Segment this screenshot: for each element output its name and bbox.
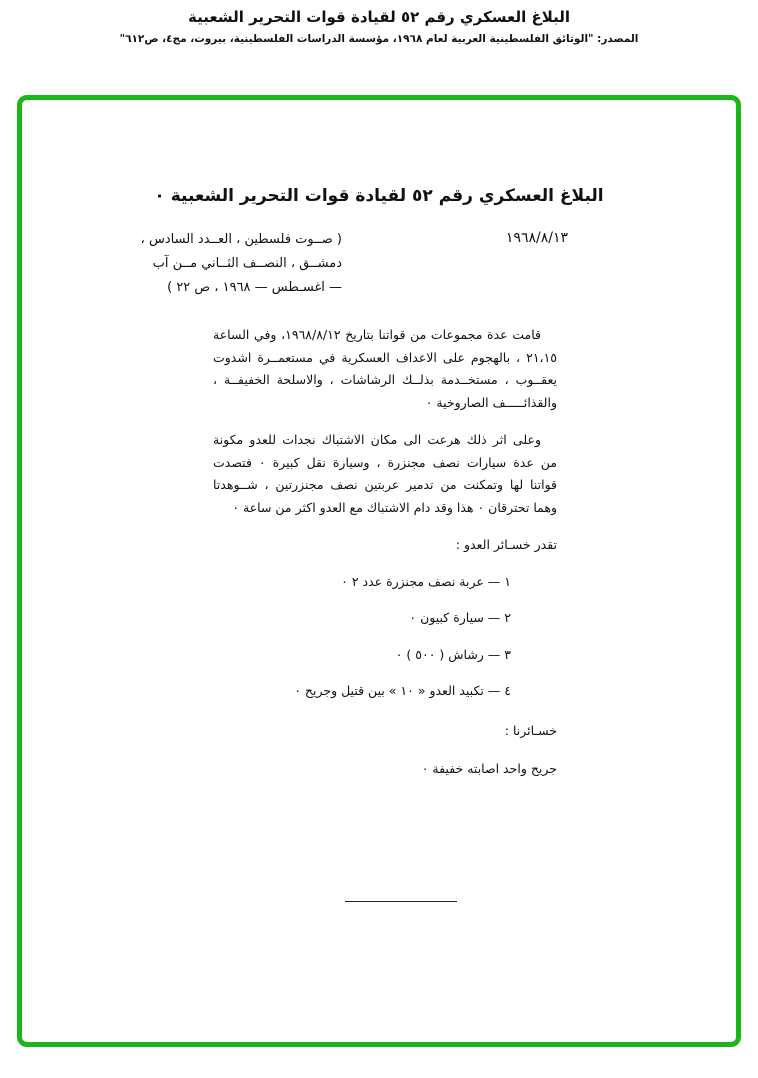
enemy-losses-heading: تقدر خسـائر العدو : [455,537,557,553]
citation-line: ( صــوت فلسطين ، العــدد السادس ، [140,232,342,247]
page-header [0,0,758,45]
source-line: المصدر: "الوثائق الفلسطينية العربية لعام ١٩٦٨، مؤسسة الدراسات الفلسطينية، بيروت، مج٤، ص٦١٢" [119,33,639,45]
our-losses-text: جريح واحد اصابته خفيفة ٠ [421,761,557,777]
our-losses-heading: خسـائرنا : [504,722,557,738]
citation-line: — اغسـطس — ١٩٦٨ ، ص ٢٢ ) [167,280,342,296]
communique-body [213,324,557,781]
publication-citation [114,228,342,300]
citation-line: دمشــق ، النصــف الثــاني مــن آب [152,256,342,272]
communique-title: البلاغ العسكري رقم ٥٢ لقيادة قوات التحرير الشعبية ٠ [154,186,604,206]
enemy-loss-item: ١ — عربة نصف مجنزرة عدد ٢ ٠ [341,573,511,589]
document-frame [17,95,741,1047]
communique-date: ١٩٦٨/٨/١٣ [505,230,568,246]
scanned-document [22,186,736,1047]
body-paragraph: وعلى اثر ذلك هرعت الى مكان الاشتباك نجدات للعدو مكونة من عدة سيارات نصف مجنزرة ، وسيارة نقل كبيرة ٠ فتصدت قواتنا لها وتمكنت من تدمير عربتين نصف مجنزرتين ، شــوهدتا وهما تحترقان ٠ هذا وقد دام الاشتباك مع العدو اكثر من ساعة ٠ [213,432,557,515]
enemy-loss-item: ٤ — تكبيد العدو « ١٠ » بين قتيل وجريح ٠ [294,683,511,699]
body-paragraph: قامت عدة مجموعات من قواتنا بتاريخ ١٩٦٨/٨/١٢، وفي الساعة ٢١،١٥ ، بالهجوم على الاعداف العسكرية في مستعمــرة اشدوت يعقــوب ، مستخــدمة بذلــك الرشاشات ، والاسلحة الخفيفــة ، والقذائـــــف الصاروخية ٠ [213,327,557,410]
page-title: البلاغ العسكري رقم ٥٢ لقيادة قوات التحرير الشعبية [188,8,570,26]
communique-meta [22,206,736,300]
enemy-loss-item: ٣ — رشاش ( ٥٠٠ ) ٠ [395,646,511,662]
enemy-loss-item: ٢ — سيارة كبيون ٠ [409,610,511,626]
divider-line [345,901,457,902]
